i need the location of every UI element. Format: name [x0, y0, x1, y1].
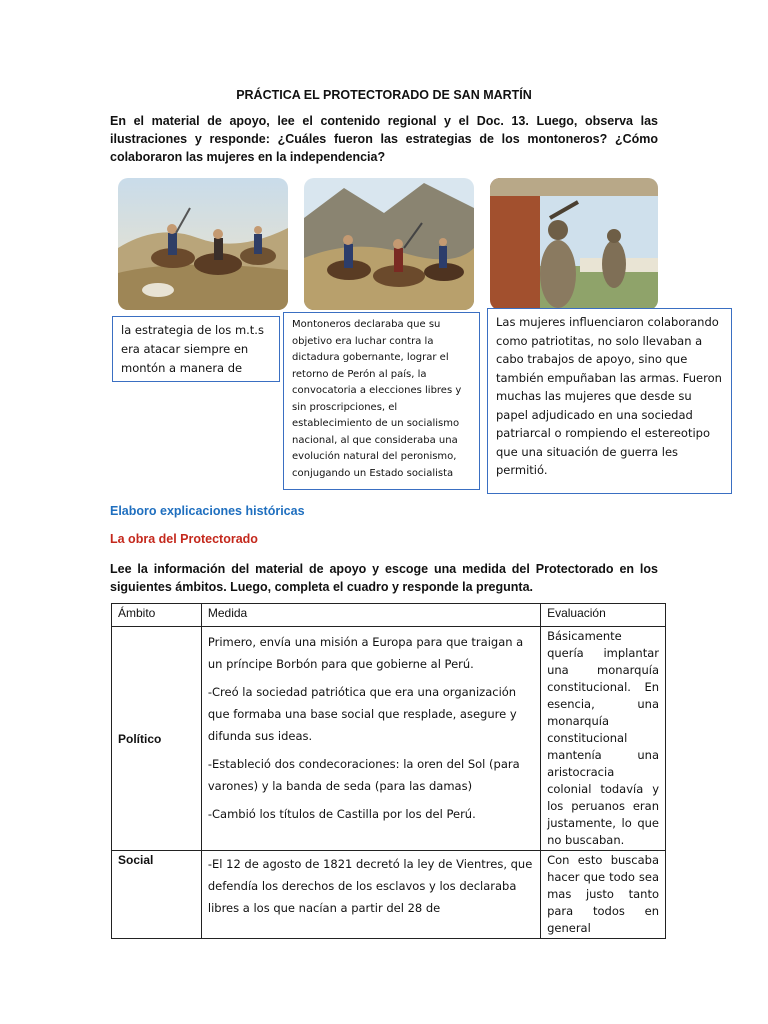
medida-politico-item: -Cambió los títulos de Castilla por los del Perú. — [207, 807, 476, 821]
page-title: PRÁCTICA EL PROTECTORADO DE SAN MARTÍN — [236, 88, 532, 102]
answer-box-women-collaboration: Las mujeres influenciaron colaborando como patriotitas, no solo llevaban a cabo trabajos de apoyo, sino que también empuñaban las armas. Fueron muchas las mujeres que desde su papel adjudicado en una sociedad patriarcal o rompiendo el estereotipo que una situación de guerra les permitió. — [487, 308, 732, 494]
women-patriots-statue-illustration — [490, 178, 658, 310]
header-medida: Medida — [201, 604, 540, 627]
medida-politico-item: -Estableció dos condecoraciones: la oren del Sol (para varones) y la banda de seda (para las damas) — [207, 757, 520, 793]
medida-politico-item: Primero, envía una misión a Europa para que traigan a un príncipe Borbón para que gobierne al Perú. — [207, 635, 524, 671]
montoneros-cavalry-illustration — [118, 178, 288, 310]
header-ambito: Ámbito — [112, 604, 202, 627]
ambito-social: Social — [112, 851, 202, 939]
answer-box-montoneros-objective: Montoneros declaraba que su objetivo era luchar contra la dictadura gobernante, lograr el retorno de Perón al país, la convocatoria a elecciones libres y sin proscripciones, el establecimiento de un socialismo nacional, al que consideraba una evolución natural del peronismo, conjugando un Estado socialista — [283, 312, 480, 490]
medida-politico-item: -Creó la sociedad patriótica que era una organización que formaba una base social que resplade, asegure y difunda sus ideas. — [207, 685, 517, 743]
medida-social — [201, 851, 540, 939]
header-evaluacion: Evaluación — [541, 604, 666, 627]
table-row-politico — [112, 627, 666, 851]
ambito-politico: Político — [112, 627, 202, 851]
intro-paragraph: En el material de apoyo, lee el contenido regional y el Doc. 13. Luego, observa las ilustraciones y responde: ¿Cuáles fueron las estrategias de los montoneros? ¿Cómo colaboraron las mujeres en la independencia? — [110, 114, 658, 164]
answer-box-montoneros-strategy: la estrategia de los m.t.s era atacar siempre en montón a manera de — [112, 316, 280, 382]
medida-politico-list — [201, 627, 540, 851]
medida-social-text: -El 12 de agosto de 1821 decretó la ley de Vientres, que defendía los derechos de los esclavos y los declaraba libres a los que nacían a partir del 28 de — [207, 857, 533, 915]
evaluacion-social: Con esto buscaba hacer que todo sea mas justo tanto para todos en general — [541, 851, 666, 939]
protectorate-table — [111, 603, 666, 939]
instruction-paragraph: Lee la información del material de apoyo y escoge una medida del Protectorado en los siguientes ámbitos. Luego, completa el cuadro y responde la pregunta. — [110, 562, 658, 594]
section-heading-historical-explanations: Elaboro explicaciones históricas — [110, 504, 305, 518]
section-heading-protectorate-work: La obra del Protectorado — [110, 532, 258, 546]
table-header-row — [112, 604, 666, 627]
table-row-social — [112, 851, 666, 939]
evaluacion-politico: Básicamente quería implantar una monarquía constitucional. En esencia, una monarquía constitucional mantenía una aristocracia colonial todavía y los peruanos eran justamente, lo que no buscaban. — [541, 627, 666, 851]
montoneros-battle-illustration — [304, 178, 474, 310]
